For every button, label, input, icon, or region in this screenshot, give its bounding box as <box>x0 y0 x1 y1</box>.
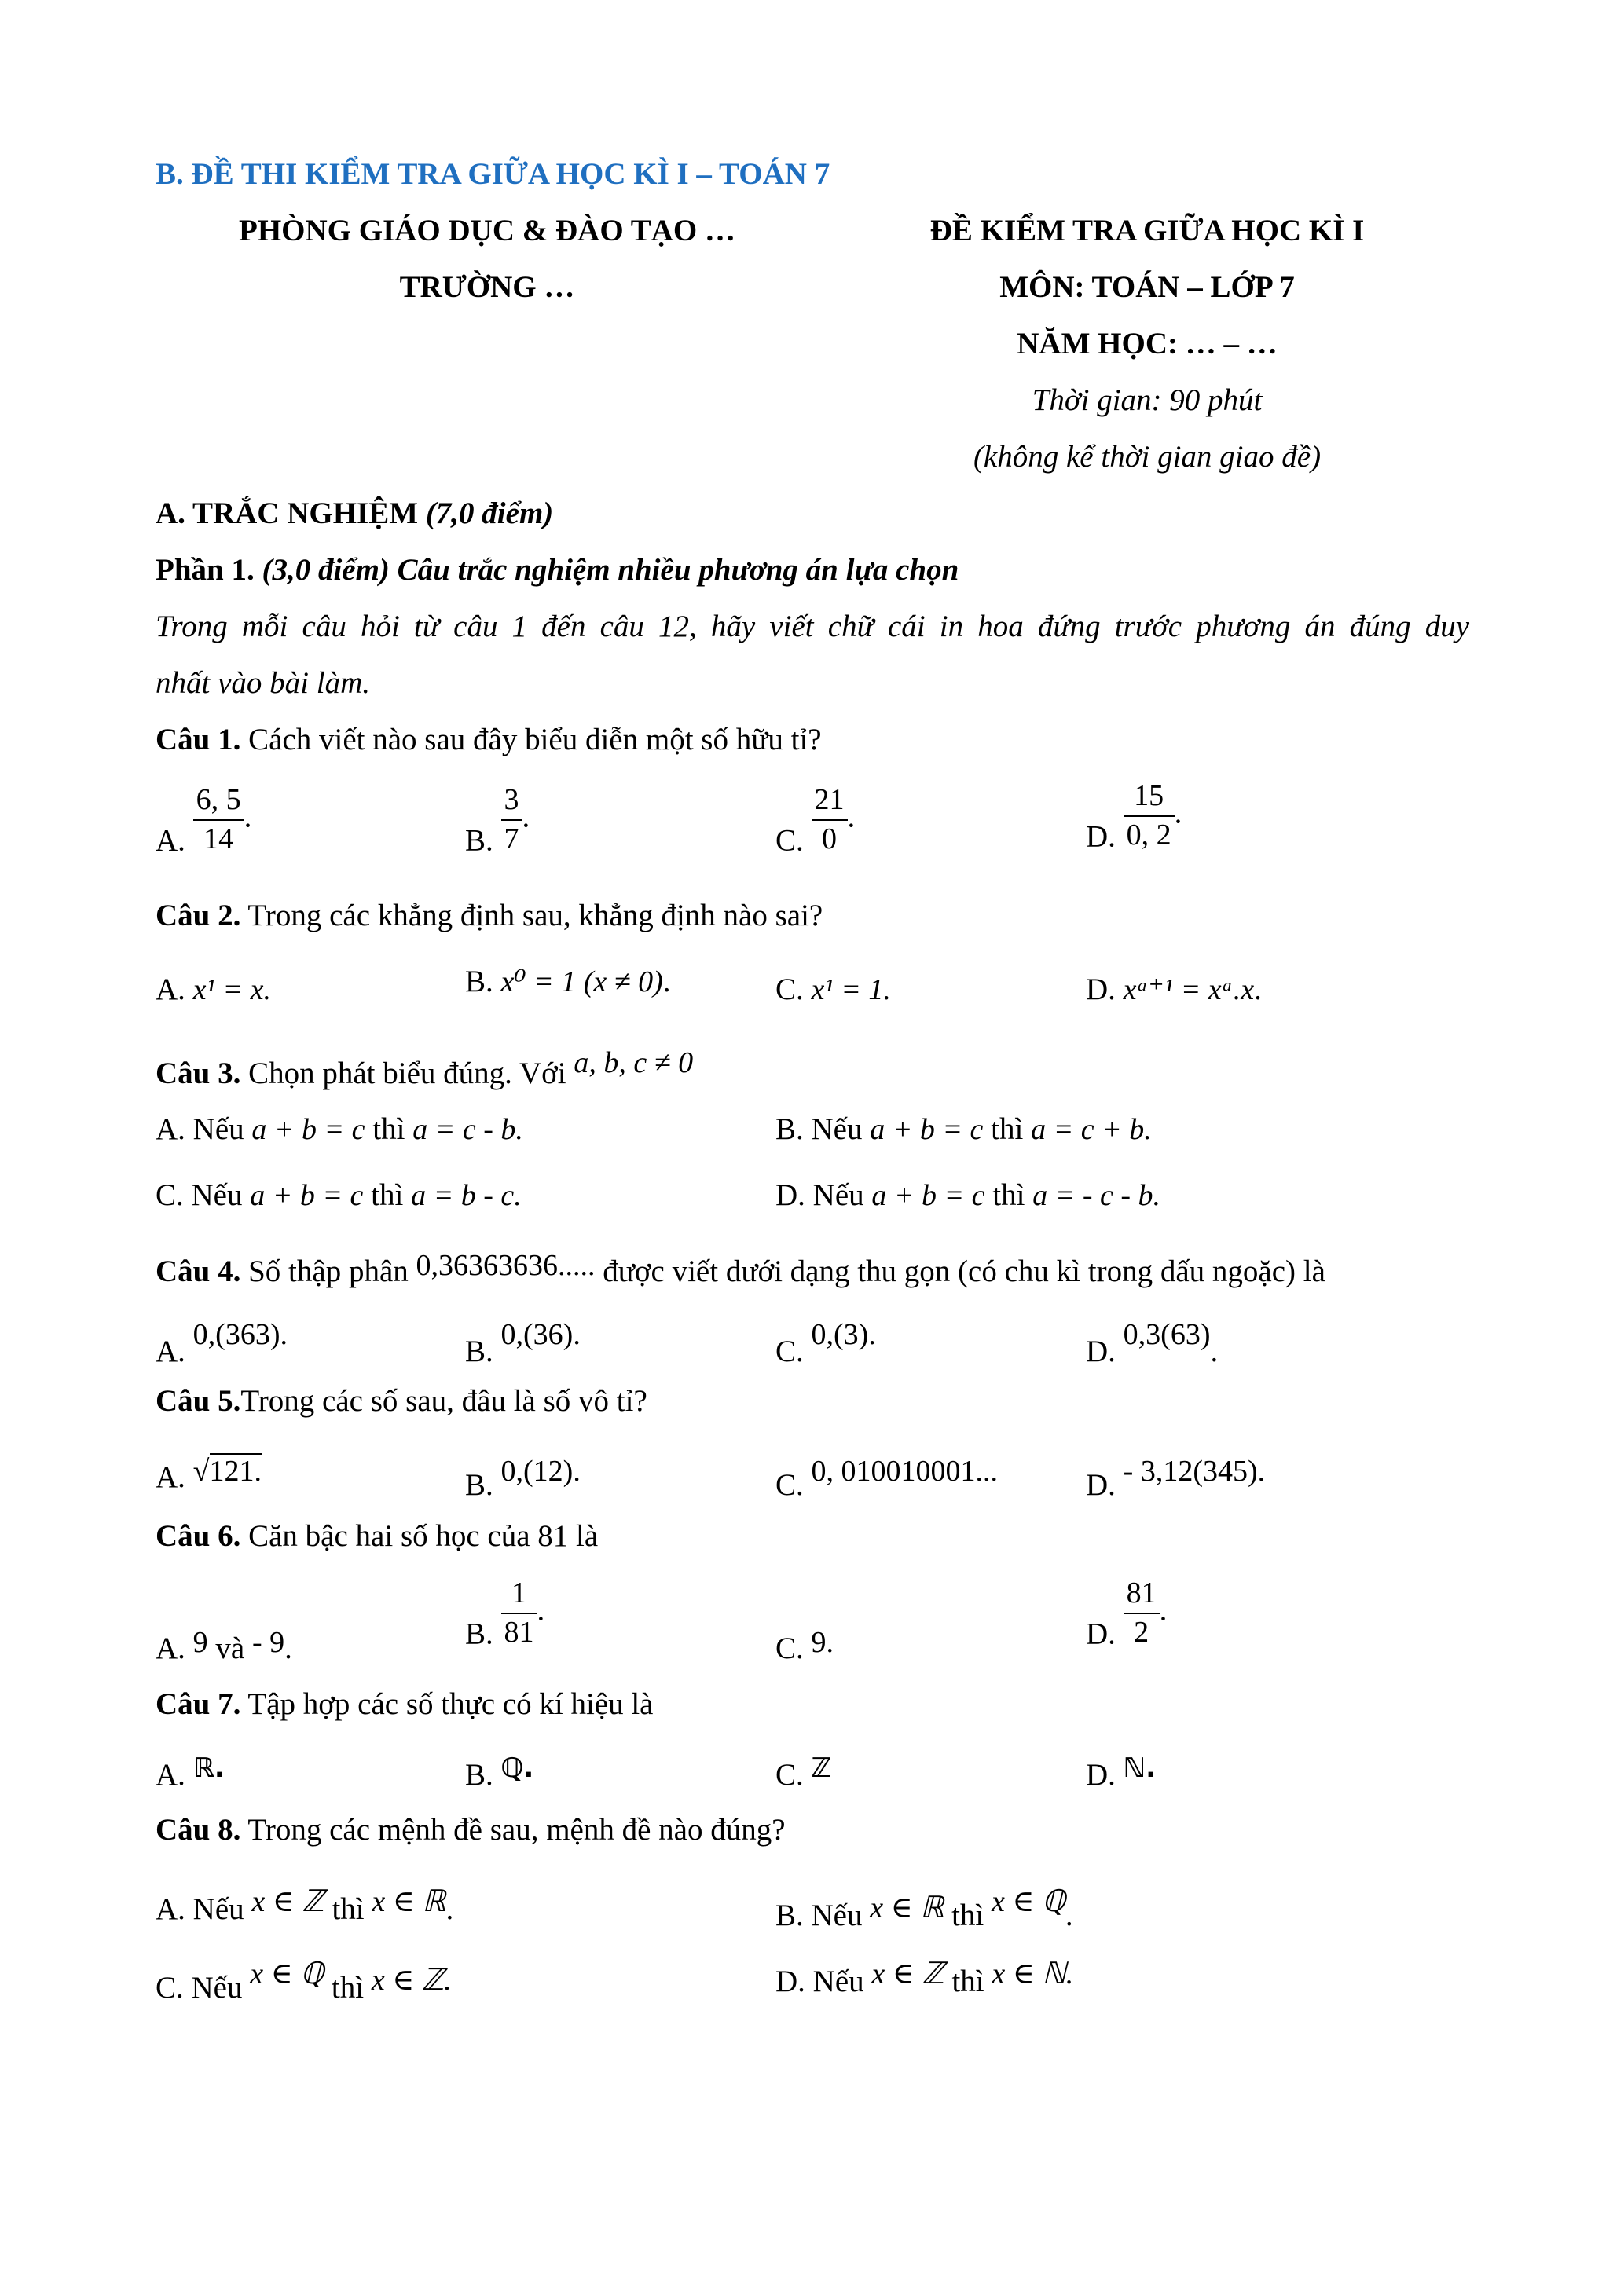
natural-numbers-icon: ℕ. <box>1123 1752 1157 1784</box>
option-letter: D. <box>1086 819 1116 854</box>
q6-label: Câu 6. <box>156 1519 241 1553</box>
header-dept: PHÒNG GIÁO DỤC & ĐÀO TẠO … <box>239 214 735 247</box>
q4-option-d[interactable]: D. 0,3(63). <box>1086 1318 1219 1368</box>
part-a-title: A. TRẮC NGHIỆM <box>156 496 419 530</box>
q3-option-c[interactable]: C. Nếu a + b = c thì a = b - c. <box>156 1178 522 1212</box>
phan1-heading <box>156 551 959 590</box>
q2-option-a[interactable]: A. x¹ = x. <box>156 972 271 1006</box>
option-letter: C. <box>775 823 804 858</box>
q1-label: Câu 1. <box>156 723 241 756</box>
q7-option-d[interactable]: D. ℕ. <box>1086 1752 1157 1792</box>
q1-text: Cách viết nào sau đây biểu diễn một số hữu tỉ? <box>248 723 822 756</box>
question-3 <box>156 1045 693 1093</box>
sqrt-icon: √121. <box>192 1455 262 1488</box>
fraction: $\frac{15}{0, 2}$ <box>1124 778 1175 854</box>
q2-option-b[interactable]: B. x⁰ = 1 (x ≠ 0). <box>465 965 671 998</box>
q6-option-a[interactable]: A. 9 và - 9. <box>156 1626 292 1665</box>
q6-text: Căn bậc hai số học của 81 là <box>248 1519 599 1553</box>
q4-option-b[interactable]: B. 0,(36). <box>465 1318 581 1368</box>
question-5 <box>156 1382 647 1421</box>
q4-option-c[interactable]: C. 0,(3). <box>775 1318 876 1368</box>
q2-label: Câu 2. <box>156 899 241 932</box>
q7-option-a[interactable]: A. ℝ. <box>156 1752 225 1792</box>
header-note: (không kể thời gian giao đề) <box>973 440 1322 474</box>
fraction: $\frac{81}{2}$ <box>1124 1575 1160 1651</box>
question-2 <box>156 897 823 936</box>
q5-option-a[interactable]: A. √121. <box>156 1455 262 1494</box>
q7-label: Câu 7. <box>156 1687 241 1721</box>
q2-text: Trong các khẳng định sau, khẳng định nào sai? <box>247 899 823 932</box>
q5-option-d[interactable]: D. - 3,12(345). <box>1086 1455 1266 1502</box>
q4-text-1: Số thập phân <box>248 1254 409 1288</box>
q8-option-c[interactable]: C. Nếu x ∈ ℚ thì x ∈ ℤ. <box>156 1957 452 2005</box>
q5-label: Câu 5. <box>156 1384 241 1418</box>
q6-option-d[interactable]: D. $\frac{81}{2}$ . <box>1086 1576 1168 1651</box>
q3-option-b[interactable]: B. Nếu a + b = c thì a = c + b. <box>775 1112 1152 1146</box>
q5-option-c[interactable]: C. 0, 010010001... <box>775 1455 999 1502</box>
q2-option-d[interactable]: D. xᵃ⁺¹ = xᵃ.x. <box>1086 972 1262 1006</box>
fraction: $\frac{21}{0}$ <box>812 782 848 858</box>
header-subject: MÔN: TOÁN – LỚP 7 <box>999 270 1295 304</box>
question-1 <box>156 721 822 760</box>
q6-option-c[interactable]: C. 9. <box>775 1626 834 1665</box>
rational-numbers-icon: ℚ. <box>500 1752 534 1784</box>
option-letter: B. <box>465 823 493 858</box>
q4-label: Câu 4. <box>156 1254 241 1288</box>
q7-option-b[interactable]: B. ℚ. <box>465 1752 534 1792</box>
q6-option-b[interactable]: B. $\frac{1}{81}$ . <box>465 1576 545 1651</box>
q1-option-b[interactable]: B. $\frac{3}{7}$ . <box>465 783 530 858</box>
q3-condition: a, b, c ≠ 0 <box>574 1046 694 1079</box>
part-a-points: (7,0 điểm) <box>425 496 554 530</box>
q8-option-d[interactable]: D. Nếu x ∈ ℤ thì x ∈ ℕ. <box>775 1957 1074 1998</box>
real-numbers-icon: ℝ. <box>192 1752 225 1784</box>
fraction: $\frac{6, 5}{14}$ <box>193 782 244 858</box>
question-7 <box>156 1686 654 1724</box>
q8-option-a[interactable]: A. Nếu x ∈ ℤ thì x ∈ ℝ. <box>156 1885 454 1926</box>
question-8 <box>156 1811 786 1850</box>
q3-text: Chọn phát biểu đúng. Với <box>248 1056 566 1090</box>
phan1-instruction-1: Trong mỗi câu hỏi từ câu 1 đến câu 12, hãy viết chữ cái in hoa đứng trước phương án đúng duy <box>156 610 1469 643</box>
fraction: $\frac{3}{7}$ <box>501 782 522 858</box>
question-4 <box>156 1247 1325 1291</box>
q2-option-c[interactable]: C. x¹ = 1. <box>775 972 891 1006</box>
q3-option-d[interactable]: D. Nếu a + b = c thì a = - c - b. <box>775 1178 1161 1212</box>
q1-option-c[interactable]: C. $\frac{21}{0}$ . <box>775 783 856 858</box>
q4-number: 0,36363636..... <box>416 1249 596 1282</box>
fraction: $\frac{1}{81}$ <box>501 1575 537 1651</box>
integers-icon: ℤ <box>811 1752 832 1784</box>
q8-text: Trong các mệnh đề sau, mệnh đề nào đúng? <box>247 1813 786 1847</box>
header-school: TRƯỜNG … <box>399 270 575 304</box>
q1-option-a[interactable]: A. $\frac{6, 5}{14}$ . <box>156 783 252 858</box>
part-a-heading <box>156 495 553 533</box>
header-exam-title: ĐỀ KIỂM TRA GIỮA HỌC KÌ I <box>929 214 1365 247</box>
q5-option-b[interactable]: B. 0,(12). <box>465 1455 581 1502</box>
q3-option-a[interactable]: A. Nếu a + b = c thì a = c - b. <box>156 1112 523 1146</box>
question-6 <box>156 1518 598 1556</box>
q5-text: Trong các số sau, đâu là số vô tỉ? <box>240 1384 647 1418</box>
q8-option-b[interactable]: B. Nếu x ∈ ℝ thì x ∈ ℚ. <box>775 1885 1073 1932</box>
q7-option-c[interactable]: C. ℤ <box>775 1752 832 1792</box>
q4-option-a[interactable]: A. 0,(363). <box>156 1318 288 1368</box>
section-title: B. ĐỀ THI KIỂM TRA GIỮA HỌC KÌ I – TOÁN 7 <box>156 157 830 191</box>
phan1-label: Phần 1. <box>156 553 255 587</box>
q1-option-d[interactable]: D. $\frac{15}{0, 2}$ . <box>1086 779 1182 854</box>
header-time: Thời gian: 90 phút <box>1032 383 1263 417</box>
q3-label: Câu 3. <box>156 1056 241 1090</box>
q7-text: Tập hợp các số thực có kí hiệu là <box>247 1687 654 1721</box>
header-school-year: NĂM HỌC: … – … <box>1017 327 1278 361</box>
phan1-desc: (3,0 điểm) Câu trắc nghiệm nhiều phương án lựa chọn <box>262 553 959 587</box>
q8-label: Câu 8. <box>156 1813 241 1847</box>
option-letter: A. <box>156 823 185 858</box>
q4-text-2: được viết dưới dạng thu gọn (có chu kì trong dấu ngoặc) là <box>603 1254 1325 1288</box>
phan1-instruction-2: nhất vào bài làm. <box>156 666 370 700</box>
